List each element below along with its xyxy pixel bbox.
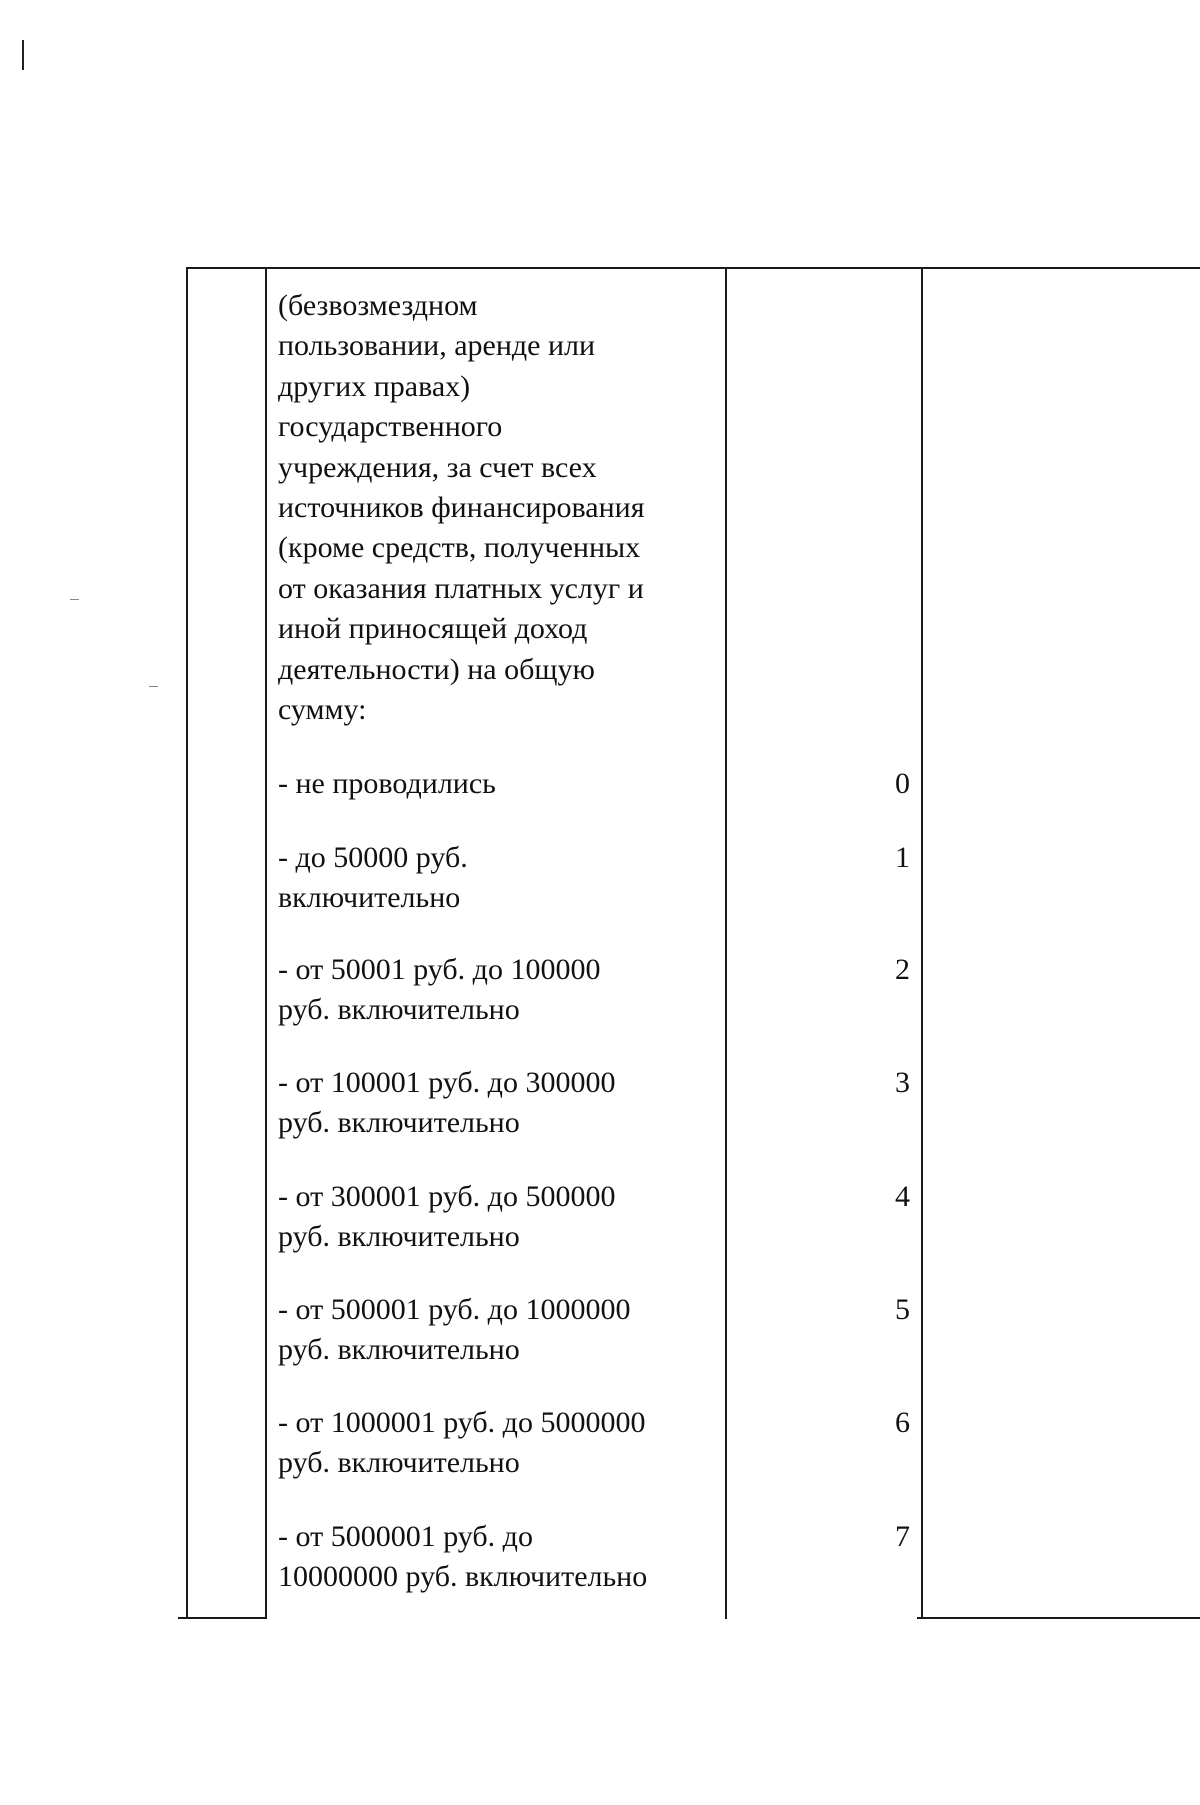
option-line: - от 1000001 руб. до 5000000 xyxy=(278,1406,646,1439)
option-label xyxy=(278,838,718,918)
option-line: - от 300001 руб. до 500000 xyxy=(278,1180,616,1213)
question-line: источников финансирования xyxy=(278,491,645,525)
question-line: иной приносящей доход xyxy=(278,612,588,646)
option-line: - от 5000001 руб. до xyxy=(278,1520,533,1553)
question-line: сумму: xyxy=(278,693,367,727)
option-label xyxy=(278,1063,718,1143)
table-border-bottom xyxy=(178,1617,267,1619)
option-line: - не проводились xyxy=(278,767,496,800)
table-column-divider xyxy=(265,267,267,1619)
table-border-left xyxy=(186,267,188,1619)
table-column-divider xyxy=(725,267,727,1619)
option-label xyxy=(278,1290,718,1370)
table-column-divider xyxy=(921,267,923,1619)
option-label xyxy=(278,1177,718,1257)
option-code: 5 xyxy=(895,1293,910,1326)
table-border-top xyxy=(186,267,1200,269)
option-line: 10000000 руб. включительно xyxy=(278,1560,648,1593)
option-code: 6 xyxy=(895,1406,910,1439)
option-code: 3 xyxy=(895,1066,910,1099)
question-line: (кроме средств, полученных xyxy=(278,531,641,565)
option-code: 2 xyxy=(895,953,910,986)
option-line: руб. включительно xyxy=(278,1333,520,1366)
option-label xyxy=(278,764,718,804)
option-label xyxy=(278,1517,718,1597)
question-line: деятельности) на общую xyxy=(278,652,595,686)
option-line: руб. включительно xyxy=(278,1106,520,1139)
option-line: - от 50001 руб. до 100000 xyxy=(278,953,601,986)
option-label xyxy=(278,950,718,1030)
option-code: 4 xyxy=(895,1180,910,1213)
option-line: - от 100001 руб. до 300000 xyxy=(278,1066,616,1099)
question-line: пользовании, аренде или xyxy=(278,329,596,363)
option-line: руб. включительно xyxy=(278,993,520,1026)
question-line: (безвозмездном xyxy=(278,289,478,322)
question-line: государственного xyxy=(278,410,503,444)
question-line: других правах) xyxy=(278,369,471,403)
option-code: 1 xyxy=(895,841,910,874)
option-label xyxy=(278,1403,718,1483)
option-code: 0 xyxy=(895,767,910,800)
question-line: от оказания платных услуг и xyxy=(278,571,644,605)
question-text xyxy=(278,286,718,730)
option-code: 7 xyxy=(895,1520,910,1553)
option-line: включительно xyxy=(278,881,461,914)
option-line: - от 500001 руб. до 1000000 xyxy=(278,1293,631,1326)
option-line: руб. включительно xyxy=(278,1446,520,1479)
question-line: учреждения, за счет всех xyxy=(278,450,597,484)
table-border-bottom xyxy=(917,1617,1200,1619)
option-line: руб. включительно xyxy=(278,1220,520,1253)
option-line: - до 50000 руб. xyxy=(278,841,468,874)
